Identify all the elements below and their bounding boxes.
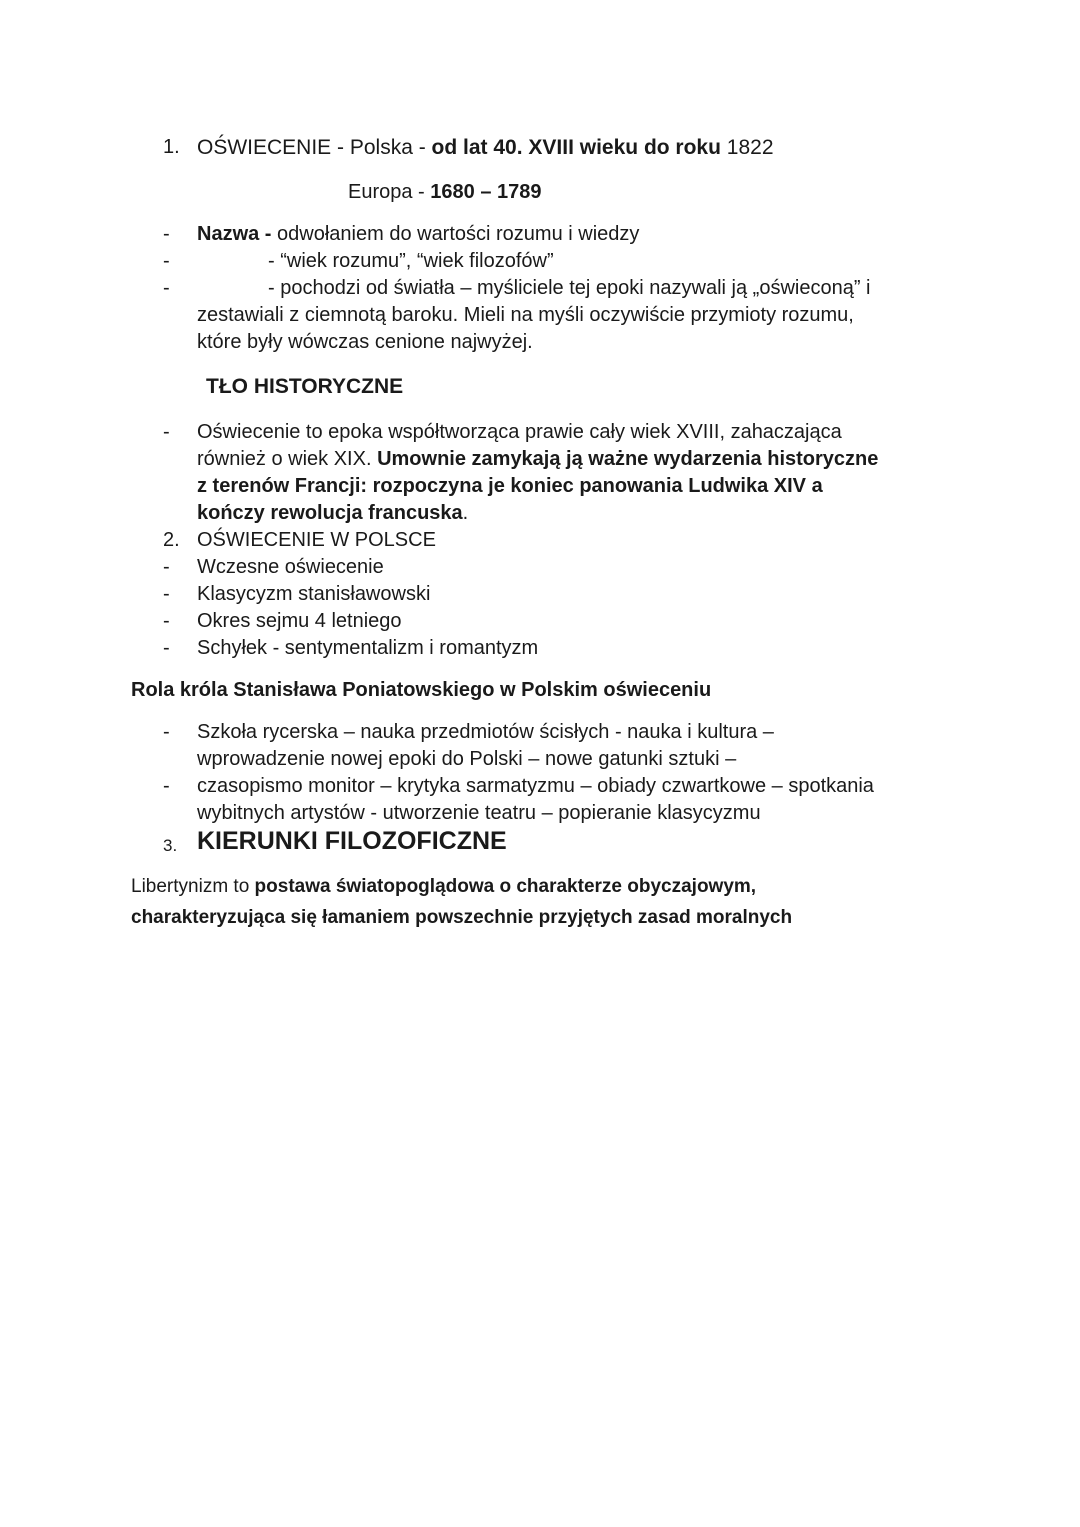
nazwa-label: Nazwa - <box>197 223 278 245</box>
rola-item-2-line-2: wybitnych artystów - utworzenie teatru – popieranie klasycyzmu <box>197 802 761 824</box>
rola-item-2-line-1: czasopismo monitor – krytyka sarmatyzmu – obiady czwartkowe – spotkania <box>197 775 874 797</box>
europe-label: Europa - <box>348 181 431 203</box>
bullet-dash: - <box>163 277 170 299</box>
bullet-dash: - <box>163 721 170 743</box>
section-number-2: 2. <box>163 529 180 551</box>
section-number-3: 3. <box>163 836 178 855</box>
nazwa-line-3: - pochodzi od światła – myśliciele tej epoki nazywali ją „oświeconą” i <box>268 277 871 299</box>
bullet-dash: - <box>163 223 170 245</box>
nazwa-line-1 <box>197 223 639 246</box>
tlo-line-2-a: również o wiek XIX. <box>197 448 378 470</box>
section-number-1: 1. <box>163 136 180 158</box>
tlo-line-4-bold: kończy rewolucja francuska <box>197 502 463 524</box>
libertynizm-lead: Libertynizm to <box>131 876 255 897</box>
section-3-title: KIERUNKI FILOZOFICZNE <box>197 827 507 855</box>
nazwa-line-4: zestawiali z ciemnotą baroku. Mieli na myśli oczywiście przymioty rozumu, <box>197 304 854 326</box>
bullet-dash: - <box>163 775 170 797</box>
bullet-dash: - <box>163 421 170 443</box>
list-item: Klasycyzm stanisławowski <box>197 583 431 605</box>
nazwa-line-2: - “wiek rozumu”, “wiek filozofów” <box>268 250 554 272</box>
tlo-line-1: Oświecenie to epoka współtworząca prawie cały wiek XVIII, zahaczająca <box>197 421 842 443</box>
bullet-dash: - <box>163 583 170 605</box>
rola-item-1-line-2: wprowadzenie nowej epoki do Polski – nowe gatunki sztuki – <box>197 748 737 770</box>
title-part-c: 1822 <box>720 136 774 159</box>
europe-dates: 1680 – 1789 <box>430 181 542 203</box>
tlo-line-2-b: Umownie zamykają ją ważne wydarzenia historyczne <box>377 448 879 470</box>
tlo-heading: TŁO HISTORYCZNE <box>206 375 404 398</box>
tlo-line-3: z terenów Francji: rozpoczyna je koniec panowania Ludwika XIV a <box>197 475 823 497</box>
libertynizm-line-1 <box>131 876 756 898</box>
tlo-line-2 <box>197 448 878 471</box>
bullet-dash: - <box>163 556 170 578</box>
rola-item-1-line-1: Szkoła rycerska – nauka przedmiotów ścisłych - nauka i kultura – <box>197 721 774 743</box>
tlo-line-4-end: . <box>462 502 469 524</box>
bullet-dash: - <box>163 610 170 632</box>
rola-heading: Rola króla Stanisława Poniatowskiego w Polskim oświeceniu <box>131 679 712 701</box>
bullet-dash: - <box>163 637 170 659</box>
title-part-a: OŚWIECENIE - Polska - <box>197 136 432 159</box>
list-item: Okres sejmu 4 letniego <box>197 610 402 632</box>
libertynizm-bold-1: postawa światopoglądowa o charakterze obyczajowym, <box>254 876 757 897</box>
bullet-dash: - <box>163 250 170 272</box>
libertynizm-line-2: charakteryzująca się łamaniem powszechnie przyjętych zasad moralnych <box>131 907 793 928</box>
nazwa-line-5: które były wówczas cenione najwyżej. <box>197 331 533 353</box>
nazwa-text-1: odwołaniem do wartości rozumu i wiedzy <box>277 223 640 245</box>
europe-dates-line <box>348 181 542 204</box>
title-part-b: od lat 40. XVIII wieku do roku <box>431 136 721 159</box>
list-item: Wczesne oświecenie <box>197 556 384 578</box>
section-1-title <box>197 136 774 160</box>
list-item: Schyłek - sentymentalizm i romantyzm <box>197 637 539 659</box>
section-2-title: OŚWIECENIE W POLSCE <box>197 529 436 551</box>
tlo-line-4 <box>197 502 468 525</box>
